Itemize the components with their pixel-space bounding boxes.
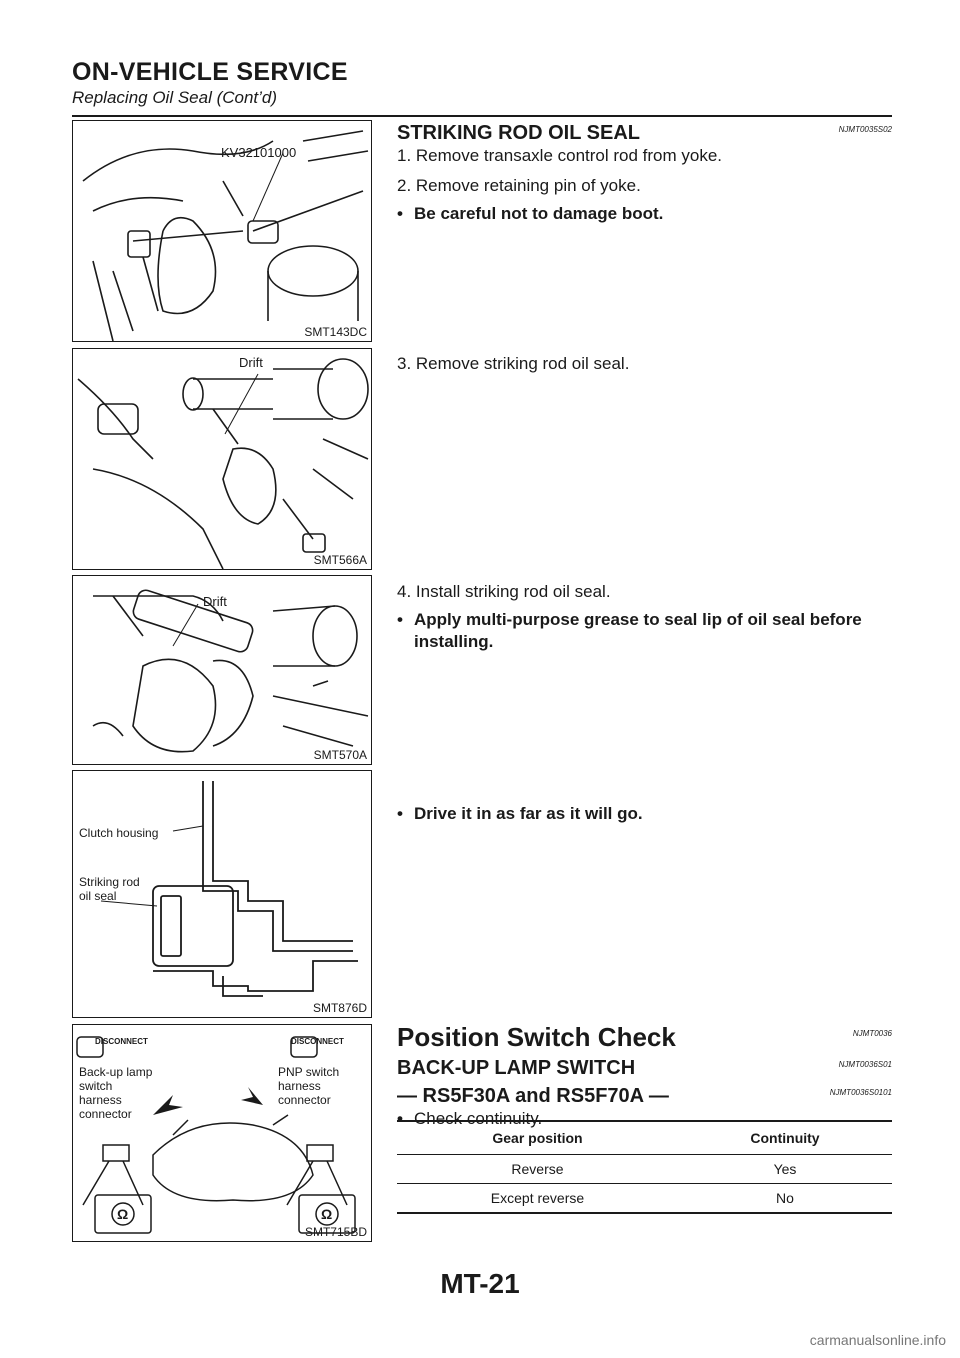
bullet-mark: • — [397, 1109, 403, 1128]
table-row — [397, 1155, 892, 1184]
cell-continuity: No — [678, 1184, 892, 1214]
figure-smt143dc — [72, 120, 372, 342]
continuity-table — [397, 1120, 892, 1214]
step-4-block — [397, 581, 892, 653]
section-subtitle: Replacing Oil Seal (Cont’d) — [72, 88, 278, 107]
illustration-seal-cross-section — [73, 771, 372, 1018]
step-3: 3. Remove striking rod oil seal. — [397, 354, 630, 373]
striking-rod-section — [397, 121, 892, 225]
callout-backup-lamp: Back-up lamp — [79, 1065, 153, 1079]
reference-code: NJMT0036 — [852, 1029, 892, 1038]
step-3-block — [397, 353, 892, 375]
figure-smt566a — [72, 348, 372, 570]
header-gear-position: Gear position — [397, 1121, 678, 1155]
callout-pnp-switch: PNP switch — [278, 1065, 340, 1079]
drive-in-block — [397, 803, 892, 825]
callout-switch: switch — [79, 1079, 113, 1093]
page-header — [72, 58, 892, 108]
section-heading: Position Switch Check NJMT0036 — [397, 1022, 892, 1052]
reference-code: NJMT0035S02 — [838, 125, 892, 134]
callout-harness: harness — [278, 1079, 321, 1093]
cell-gear-position: Reverse — [397, 1155, 678, 1184]
figure-smt570a — [72, 575, 372, 765]
callout-striking-rod: Striking rod — [79, 875, 140, 889]
caution-bullet: • Apply multi-purpose grease to seal lip of oil seal before installing. — [397, 610, 862, 651]
sub-heading: BACK-UP LAMP SWITCH NJMT0036S01 — [397, 1056, 892, 1080]
bullet-mark: • — [397, 610, 403, 629]
figure-id: SMT715BD — [304, 1225, 367, 1239]
callout-harness: harness — [79, 1093, 122, 1107]
figure-smt715bd — [72, 1024, 372, 1242]
step-2: 2. Remove retaining pin of yoke. — [397, 176, 641, 195]
callout-connector: connector — [278, 1093, 331, 1107]
callout-oil-seal: oil seal — [79, 889, 117, 903]
figure-id: SMT143DC — [304, 325, 367, 339]
table-header-row — [397, 1121, 892, 1155]
figure-id: SMT566A — [313, 553, 367, 567]
position-switch-section — [397, 1022, 892, 1130]
bullet-mark: • — [397, 204, 403, 223]
section-title: ON-VEHICLE SERVICE — [72, 58, 348, 86]
callout-drift: Drift — [203, 594, 227, 609]
callout-disconnect: DISCONNECT — [291, 1037, 344, 1046]
cell-gear-position: Except reverse — [397, 1184, 678, 1214]
figure-id: SMT876D — [312, 1001, 367, 1015]
page-number: MT-21 — [440, 1268, 520, 1299]
step-4: 4. Install striking rod oil seal. — [397, 582, 611, 601]
figure-smt876d — [72, 770, 372, 1018]
callout-drift: Drift — [239, 355, 263, 370]
callout-clutch-housing: Clutch housing — [79, 826, 159, 840]
figure-id: SMT570A — [313, 748, 367, 762]
header-continuity: Continuity — [678, 1121, 892, 1155]
callout-disconnect: DISCONNECT — [95, 1037, 148, 1046]
reference-code: NJMT0036S0101 — [829, 1088, 892, 1097]
reference-code: NJMT0036S01 — [838, 1060, 892, 1069]
caution-bullet: • Be careful not to damage boot. — [397, 204, 664, 223]
caution-bullet: • Drive it in as far as it will go. — [397, 804, 643, 823]
callout-tool-number: KV32101000 — [221, 145, 297, 160]
callout-connector: connector — [79, 1107, 132, 1121]
illustration-switch-continuity-check — [73, 1025, 372, 1242]
bullet-mark: • — [397, 804, 403, 823]
instruction-bullet: • Check continuity. — [397, 1109, 543, 1128]
svg-text:Ω: Ω — [117, 1206, 129, 1222]
cell-continuity: Yes — [678, 1155, 892, 1184]
svg-text:Ω: Ω — [321, 1206, 333, 1222]
step-1: 1. Remove transaxle control rod from yoke. — [397, 146, 723, 165]
section-heading: STRIKING ROD OIL SEAL NJMT0035S02 — [397, 121, 892, 145]
illustration-remove-oil-seal — [73, 349, 372, 570]
header-rule — [72, 115, 892, 117]
model-heading: — RS5F30A and RS5F70A — NJMT0036S0101 — [397, 1084, 892, 1108]
table-row — [397, 1184, 892, 1214]
watermark: carmanualsonline.info — [809, 1332, 946, 1348]
